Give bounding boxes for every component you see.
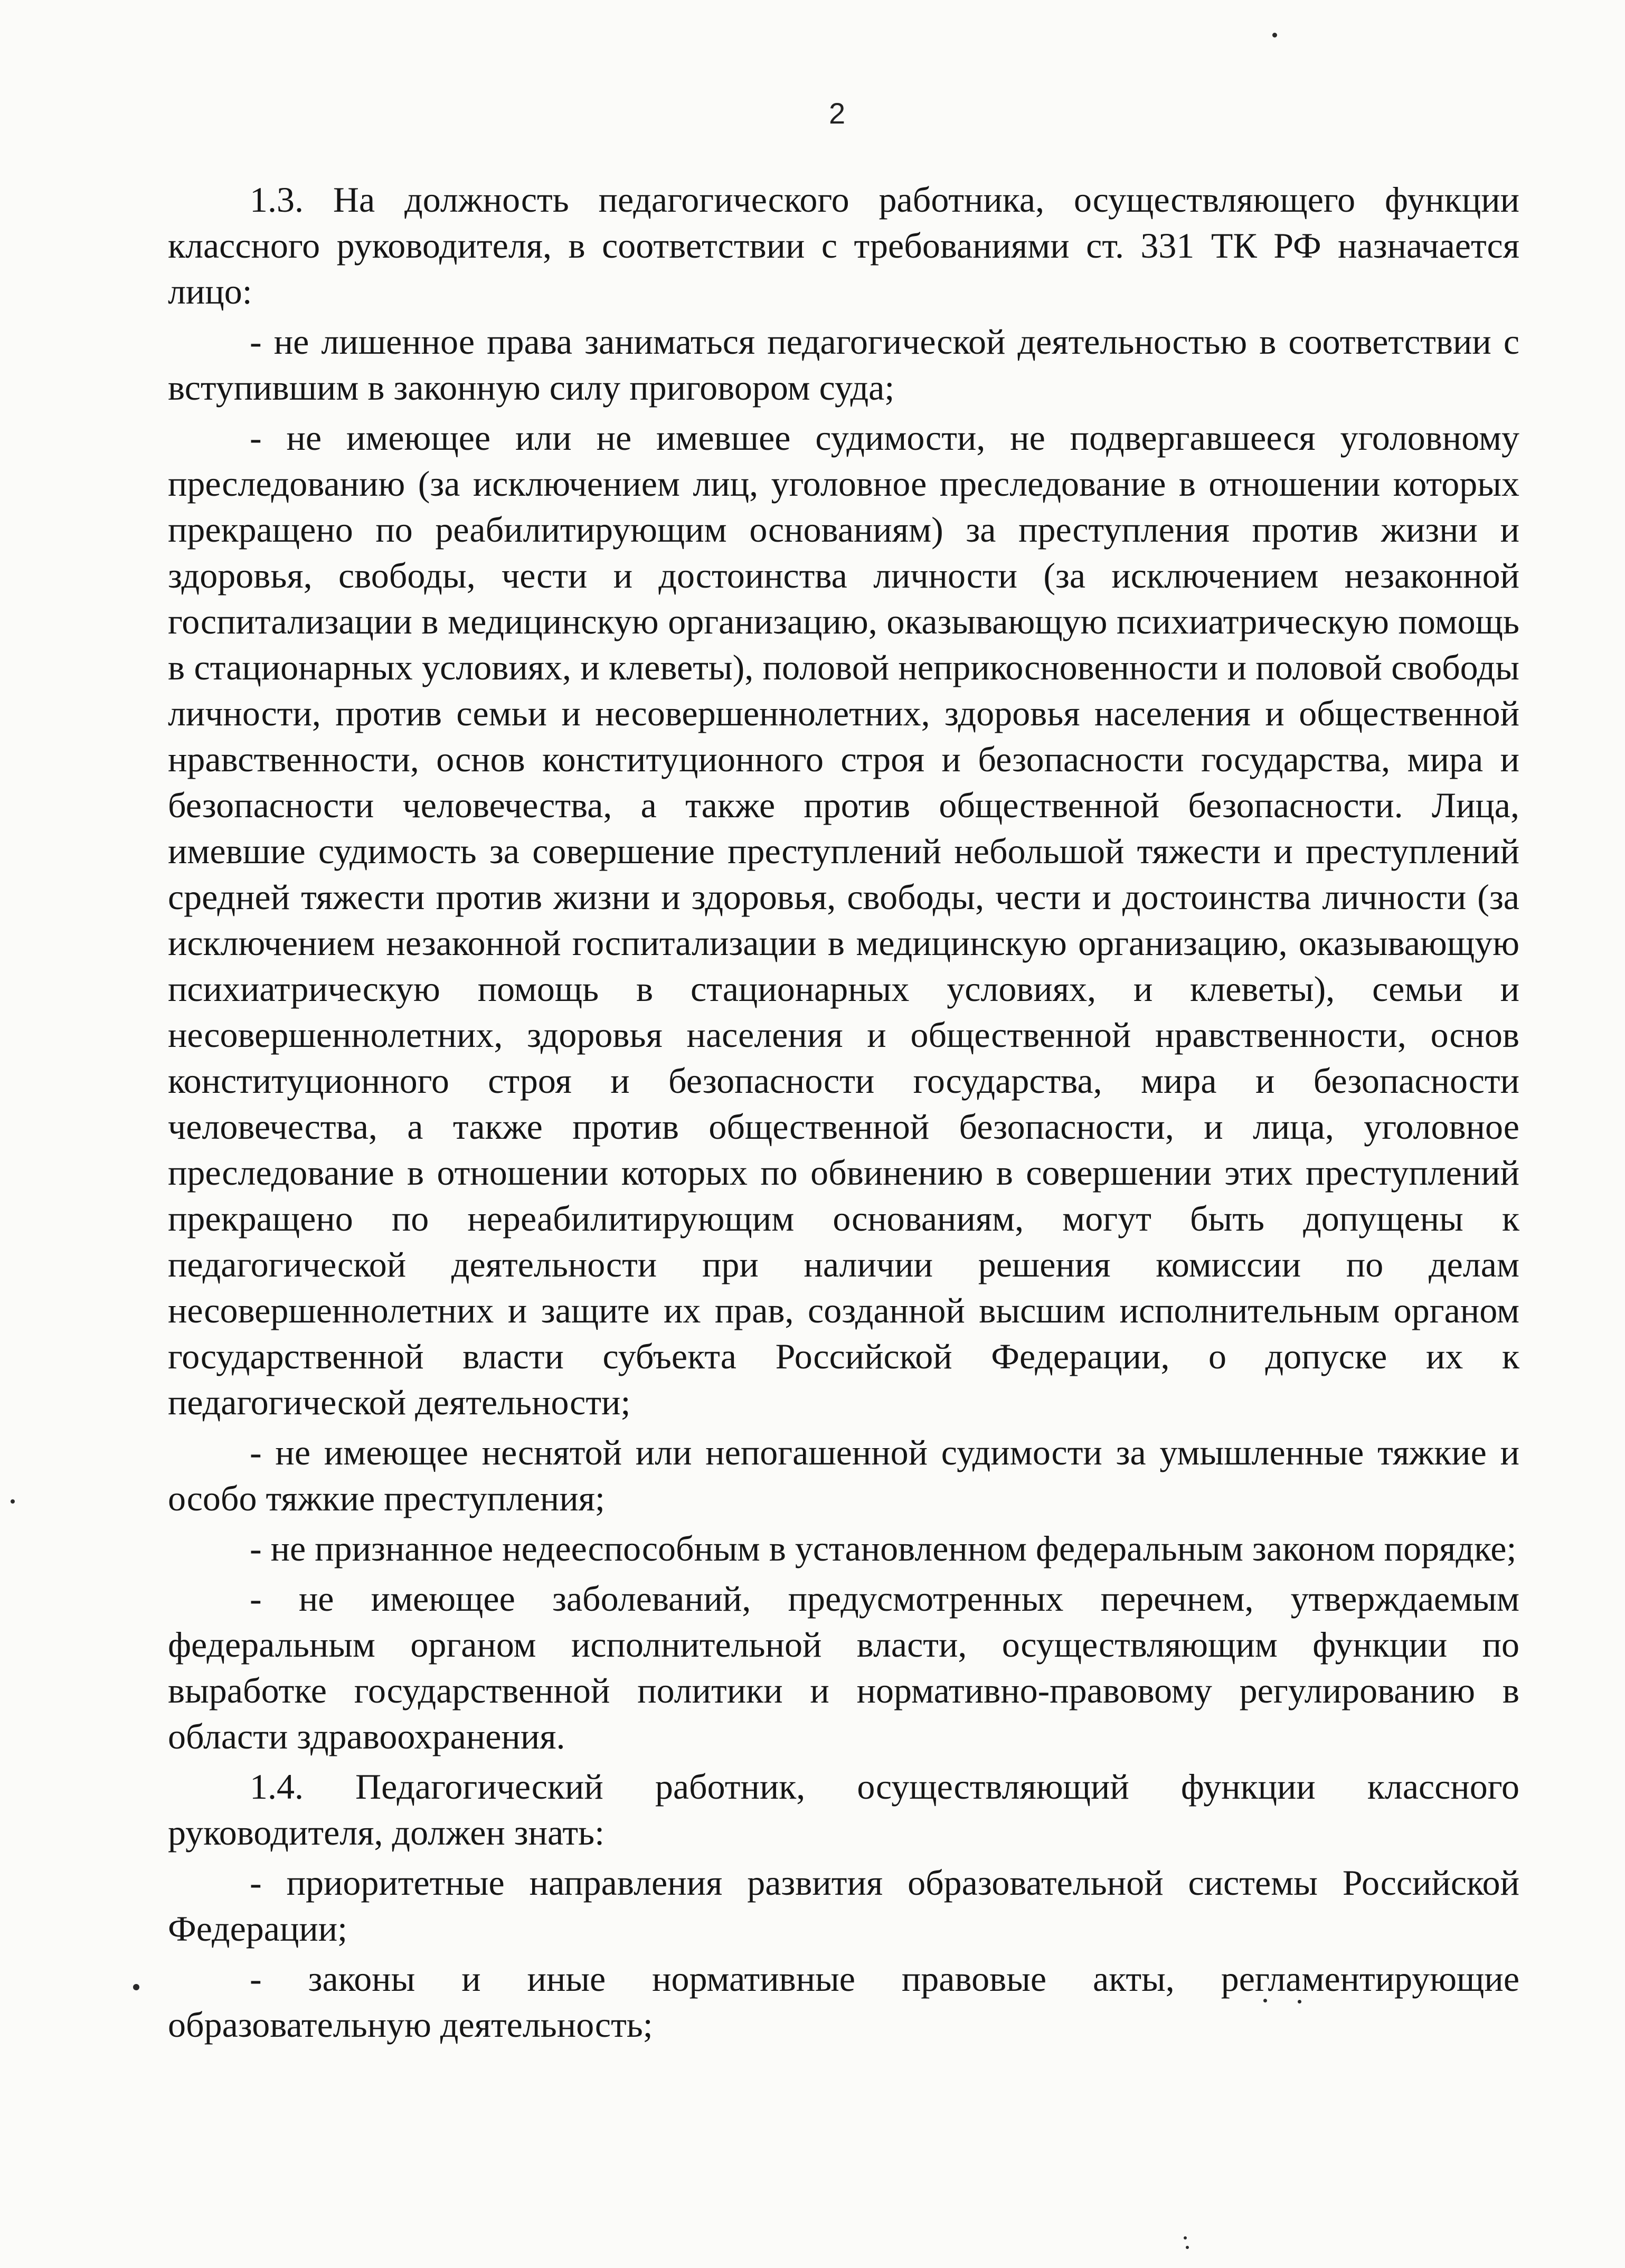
document-body [168, 177, 1519, 2048]
paragraph-1-4: 1.4. Педагогический работник, осуществляющий функции классного руководителя, должен знать: [168, 1766, 1519, 1853]
list-item: - законы и иные нормативные правовые акты, регламентирующие образовательную деятельность; [168, 1959, 1519, 2045]
scan-speck [1272, 33, 1277, 37]
scan-speck [1186, 2246, 1189, 2249]
page-number: 2 [829, 97, 846, 130]
scan-speck [1184, 2236, 1187, 2239]
list-item: - не лишенное права заниматься педагогической деятельностью в соответствии с вступившим в законную силу приговором суда; [168, 322, 1519, 408]
list-item: - не имеющее заболеваний, предусмотренных перечнем, утверждаемым федеральным органом исполнительной власти, осуществляющим функции по выработке государственной политики и нормативно-правовому регулированию в области здравоохранения. [168, 1579, 1519, 1756]
list-item: - не имеющее или не имевшее судимости, не подвергавшееся уголовному преследованию (за исключением лиц, уголовное преследование в отношении которых прекращено по реабилитирующим основаниям) за преступления против жизни и здоровья, свободы, чести и достоинства личности (за исключением незаконной госпитализации в медицинскую организацию, оказывающую психиатрическую помощь в стационарных условиях, и клеветы), половой неприкосновенности и половой свободы личности, против семьи и несовершеннолетних, здоровья населения и общественной нравственности, основ конституционного строя и безопасности государства, мира и безопасности человечества, а также против общественной безопасности. Лица, имевшие судимость за совершение преступлений небольшой тяжести и преступлений средней тяжести против жизни и здоровья, свободы, чести и достоинства личности (за исключением незаконной госпитализации в медицинскую организацию, оказывающую психиатрическую помощь в стационарных условиях, и клеветы), семьи и несовершеннолетних, здоровья населения и общественной нравственности, основ конституционного строя и безопасности государства, мира и безопасности человечества, а также против общественной безопасности, и лица, уголовное преследование в отношении которых по обвинению в совершении этих преступлений прекращено по нереабилитирующим основаниям, могут быть допущены к педагогической деятельности при наличии решения комиссии по делам несовершеннолетних и защите их прав, созданной высшим исполнительным органом государственной власти субъекта Российской Федерации, о допуске их к педагогической деятельности; [168, 418, 1519, 1422]
scan-speck [1298, 2000, 1301, 2004]
scan-speck [133, 1984, 139, 1990]
list-item: - не признанное недееспособным в установленном федеральным законом порядке; [250, 1528, 1517, 1568]
paragraph-1-3: 1.3. На должность педагогического работника, осуществляющего функции классного руководителя, в соответствии с требованиями ст. 331 ТК РФ назначается лицо: [168, 179, 1519, 311]
list-item: - приоритетные направления развития образовательной системы Российской Федерации; [168, 1863, 1519, 1949]
scan-speck [11, 1499, 15, 1504]
scan-speck [1263, 1999, 1267, 2002]
list-item: - не имеющее неснятой или непогашенной судимости за умышленные тяжкие и особо тяжкие преступления; [168, 1432, 1519, 1518]
